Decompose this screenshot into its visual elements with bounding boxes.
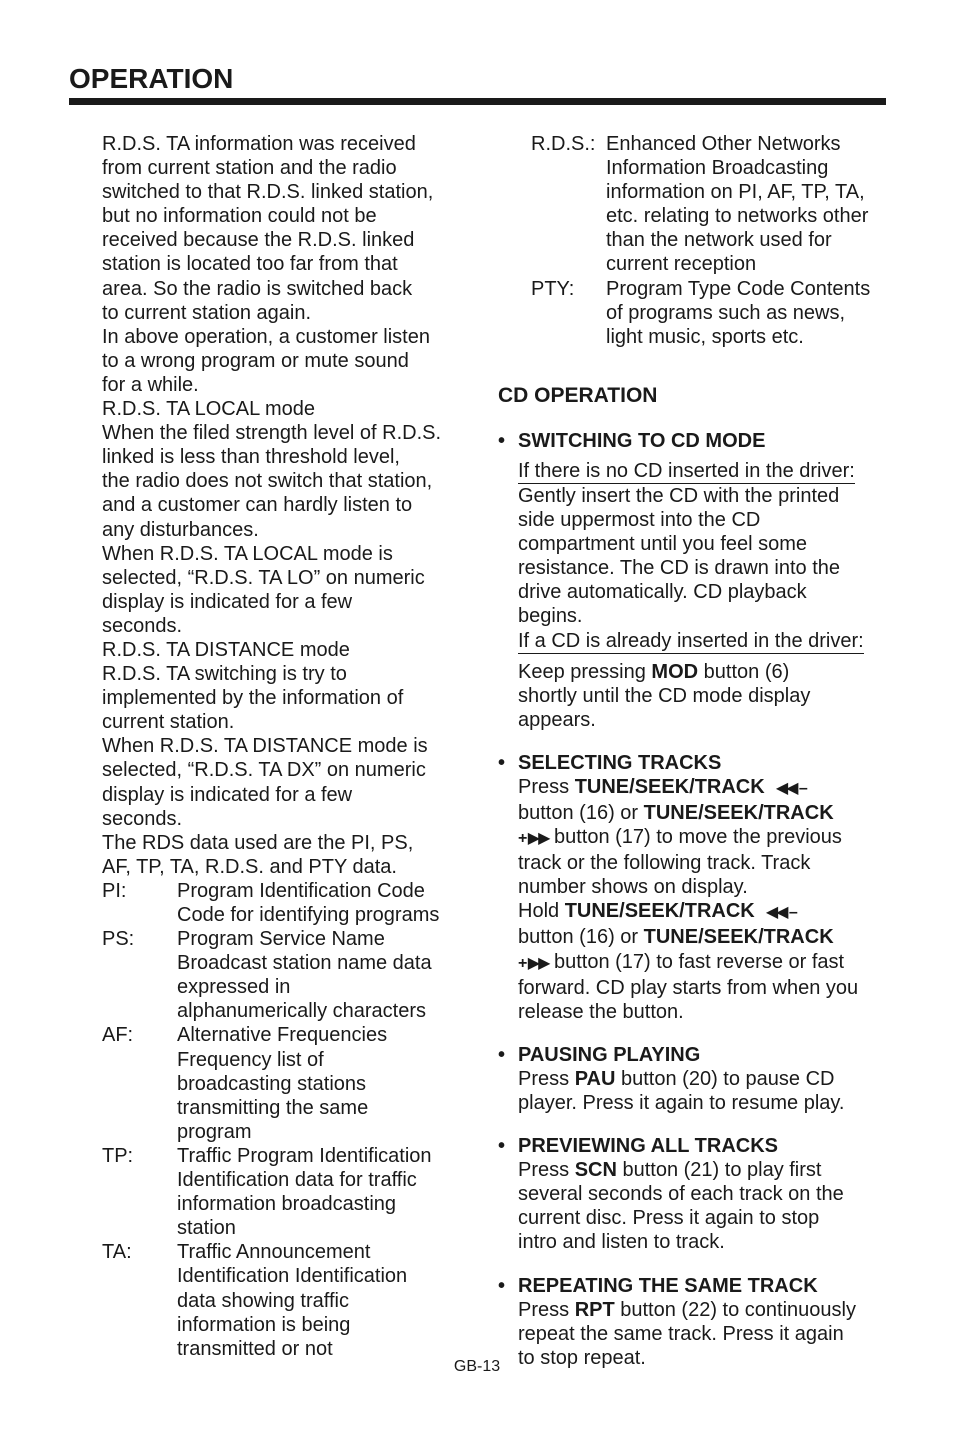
text-line: implemented by the information of bbox=[102, 687, 404, 710]
text-line: drive automatically. CD playback bbox=[518, 581, 807, 604]
section-heading: SELECTING TRACKS bbox=[518, 751, 722, 774]
text-line: several seconds of each track on the bbox=[518, 1183, 844, 1206]
text-line: alphanumerically characters bbox=[177, 1000, 427, 1023]
text-line: broadcasting stations bbox=[177, 1072, 367, 1095]
text-line: station is located too far from that bbox=[102, 253, 398, 276]
text-line: side uppermost into the CD bbox=[518, 509, 761, 532]
text-line: shortly until the CD mode display bbox=[518, 684, 811, 707]
text-line: display is indicated for a few bbox=[102, 590, 353, 613]
cd-operation-heading: CD OPERATION bbox=[498, 383, 658, 407]
text-line: forward. CD play starts from when you bbox=[518, 976, 859, 999]
header-rule bbox=[69, 98, 886, 105]
rpt-button-label: RPT bbox=[574, 1298, 615, 1321]
definition-term: TP: bbox=[102, 1144, 134, 1167]
text-line: from current station and the radio bbox=[102, 157, 397, 180]
previewing-instructions bbox=[518, 1182, 890, 1254]
left-column bbox=[102, 132, 464, 1361]
text-line: program bbox=[177, 1120, 252, 1143]
text-line: Code for identifying programs bbox=[177, 904, 440, 926]
text: Press bbox=[518, 1159, 575, 1182]
definition-description bbox=[177, 1023, 464, 1143]
text: button (16) or bbox=[518, 801, 644, 824]
text-line: Program Type Code Contents bbox=[606, 277, 871, 300]
text-line: Gently insert the CD with the printed bbox=[518, 484, 840, 507]
definition-description bbox=[177, 879, 464, 927]
condition-cd-inserted: If a CD is already inserted in the driver: bbox=[518, 629, 864, 652]
text-line: any disturbances. bbox=[102, 518, 259, 541]
text-line: When the filed strength level of R.D.S. bbox=[102, 422, 442, 445]
bullet: • bbox=[498, 1043, 506, 1066]
text-line: information on PI, AF, TP, TA, bbox=[606, 181, 865, 204]
text-line: linked is less than threshold level, bbox=[102, 446, 400, 469]
text-line: appears. bbox=[518, 708, 596, 731]
text-line: selected, “R.D.S. TA DX” on numeric bbox=[102, 759, 426, 782]
definition-term: PTY: bbox=[531, 277, 575, 300]
rds-extra-definitions bbox=[498, 132, 890, 349]
text-line: number shows on display. bbox=[518, 876, 748, 899]
section-heading: PREVIEWING ALL TRACKS bbox=[518, 1135, 779, 1158]
section-selecting-tracks bbox=[498, 751, 890, 1024]
text-line: area. So the radio is switched back bbox=[102, 277, 413, 300]
text-line: R.D.S. TA switching is try to bbox=[102, 663, 347, 686]
bullet: • bbox=[498, 751, 506, 774]
rds-ta-description bbox=[102, 132, 464, 879]
text-line: but no information could not be bbox=[102, 205, 377, 228]
text-line: Enhanced Other Networks bbox=[606, 133, 841, 155]
definition-description bbox=[177, 1240, 464, 1360]
page-number: GB-13 bbox=[453, 1358, 501, 1375]
text-line: selected, “R.D.S. TA LO” on numeric bbox=[102, 566, 425, 589]
text-line: seconds. bbox=[102, 807, 183, 830]
text-line: etc. relating to networks other bbox=[606, 205, 869, 228]
text-line: R.D.S. TA information was received bbox=[102, 133, 416, 155]
tune-seek-track-label: TUNE/SEEK/TRACK bbox=[564, 900, 755, 923]
section-heading: REPEATING THE SAME TRACK bbox=[518, 1274, 818, 1297]
rewind-icon: ◀◀ – bbox=[775, 779, 806, 797]
text-line: In above operation, a customer listen bbox=[102, 325, 430, 348]
text-line: R.D.S. TA DISTANCE mode bbox=[102, 638, 350, 661]
text: button (16) or bbox=[518, 926, 644, 949]
definition-description bbox=[606, 277, 890, 349]
text-line: compartment until you feel some bbox=[518, 533, 808, 556]
selecting-instructions bbox=[518, 851, 890, 899]
definition-description bbox=[606, 132, 890, 277]
text-line: for a while. bbox=[102, 373, 199, 396]
bullet: • bbox=[498, 429, 506, 452]
text-line: than the network used for bbox=[606, 229, 832, 252]
text-line: When R.D.S. TA DISTANCE mode is bbox=[102, 735, 428, 758]
text-line: information is being bbox=[177, 1313, 351, 1336]
text-line: to stop repeat. bbox=[518, 1346, 646, 1369]
definition-term: PS: bbox=[102, 928, 135, 951]
text-line: seconds. bbox=[102, 614, 183, 637]
text-line: current reception bbox=[606, 253, 757, 276]
text-line: Broadcast station name data bbox=[177, 952, 432, 975]
text-line: Program Identification Code bbox=[177, 879, 425, 902]
text-line: display is indicated for a few bbox=[102, 783, 353, 806]
text: button (21) to play first bbox=[616, 1159, 822, 1182]
text: Keep pressing bbox=[518, 660, 652, 683]
text-line: Identification Identification bbox=[177, 1265, 408, 1288]
text-line: station bbox=[177, 1217, 236, 1240]
text-line: transmitted or not bbox=[177, 1337, 333, 1360]
text-line: current station. bbox=[102, 711, 235, 734]
page-title: OPERATION bbox=[69, 63, 234, 94]
text-line: switched to that R.D.S. linked station, bbox=[102, 181, 434, 204]
text-line: Identification data for traffic bbox=[177, 1169, 417, 1192]
definition-term: PI: bbox=[102, 879, 127, 902]
section-heading: PAUSING PLAYING bbox=[518, 1043, 701, 1066]
right-column bbox=[498, 132, 890, 1370]
definition-term: TA: bbox=[102, 1241, 132, 1264]
text-line: begins. bbox=[518, 605, 583, 628]
text-line: intro and listen to track. bbox=[518, 1231, 725, 1254]
text-line: Traffic Announcement bbox=[177, 1241, 371, 1264]
text-line: The RDS data used are the PI, PS, bbox=[102, 831, 414, 854]
text-line: resistance. The CD is drawn into the bbox=[518, 557, 841, 580]
definition-term: AF: bbox=[102, 1024, 134, 1047]
selecting-instructions-2 bbox=[518, 976, 890, 1024]
text-line: expressed in bbox=[177, 976, 291, 999]
text: button (22) to continuously bbox=[614, 1298, 856, 1321]
tune-seek-track-label: TUNE/SEEK/TRACK bbox=[574, 775, 765, 798]
text: button (17) to fast reverse or fast bbox=[548, 950, 845, 973]
text-line: received because the R.D.S. linked bbox=[102, 229, 415, 252]
text: Press bbox=[518, 775, 575, 798]
tune-seek-track-label: TUNE/SEEK/TRACK bbox=[643, 926, 834, 949]
definition-term: R.D.S.: bbox=[531, 133, 596, 155]
definition-description bbox=[177, 927, 464, 1023]
rewind-icon: ◀◀ – bbox=[765, 904, 796, 922]
text-line: light music, sports etc. bbox=[606, 325, 804, 348]
section-heading: SWITCHING TO CD MODE bbox=[518, 429, 766, 452]
section-previewing bbox=[498, 1134, 890, 1254]
text-line: information broadcasting bbox=[177, 1193, 397, 1216]
section-repeating bbox=[498, 1274, 890, 1370]
pau-button-label: PAU bbox=[574, 1067, 616, 1090]
fast-forward-icon: + ▶▶ bbox=[518, 830, 549, 848]
fast-forward-icon: + ▶▶ bbox=[518, 954, 549, 972]
text-line: When R.D.S. TA LOCAL mode is bbox=[102, 542, 393, 565]
tune-seek-track-label: TUNE/SEEK/TRACK bbox=[643, 801, 834, 824]
text-line: current disc. Press it again to stop bbox=[518, 1207, 820, 1230]
text-line: release the button. bbox=[518, 1000, 684, 1023]
text-line: R.D.S. TA LOCAL mode bbox=[102, 398, 316, 421]
condition-no-cd: If there is no CD inserted in the driver: bbox=[518, 459, 855, 482]
text-line: the radio does not switch that station, bbox=[102, 470, 433, 493]
text-line: to current station again. bbox=[102, 301, 312, 324]
text-line: and a customer can hardly listen to bbox=[102, 494, 413, 517]
text: Hold bbox=[518, 900, 565, 923]
text-line: repeat the same track. Press it again bbox=[518, 1322, 844, 1345]
text-line: Information Broadcasting bbox=[606, 157, 829, 180]
text-line: to a wrong program or mute sound bbox=[102, 349, 409, 372]
bullet: • bbox=[498, 1135, 506, 1158]
text: button (17) to move the previous bbox=[548, 826, 842, 849]
text: Press bbox=[518, 1067, 575, 1090]
text: Press bbox=[518, 1298, 575, 1321]
rds-data-definitions bbox=[102, 879, 464, 1361]
text-line: Traffic Program Identification bbox=[177, 1144, 432, 1167]
text: player. Press it again to resume play. bbox=[518, 1092, 845, 1114]
switching-instructions bbox=[518, 484, 890, 629]
text-line: track or the following track. Track bbox=[518, 852, 811, 875]
text-line: Program Service Name bbox=[177, 928, 385, 951]
scn-button-label: SCN bbox=[574, 1159, 617, 1182]
text-line: data showing traffic bbox=[177, 1289, 349, 1312]
text-line: of programs such as news, bbox=[606, 301, 845, 324]
text: button (6) bbox=[698, 660, 790, 683]
section-switching-to-cd bbox=[498, 429, 890, 732]
section-pausing bbox=[498, 1043, 890, 1115]
mod-button-label: MOD bbox=[651, 660, 699, 683]
text: button (20) to pause CD bbox=[615, 1067, 835, 1090]
text-line: Frequency list of bbox=[177, 1048, 324, 1071]
bullet: • bbox=[498, 1274, 506, 1297]
text-line: AF, TP, TA, R.D.S. and PTY data. bbox=[102, 855, 397, 878]
switching-instructions-2 bbox=[518, 684, 890, 732]
text-line: Alternative Frequencies bbox=[177, 1024, 388, 1047]
definition-description bbox=[177, 1144, 464, 1240]
text-line: transmitting the same bbox=[177, 1096, 369, 1119]
